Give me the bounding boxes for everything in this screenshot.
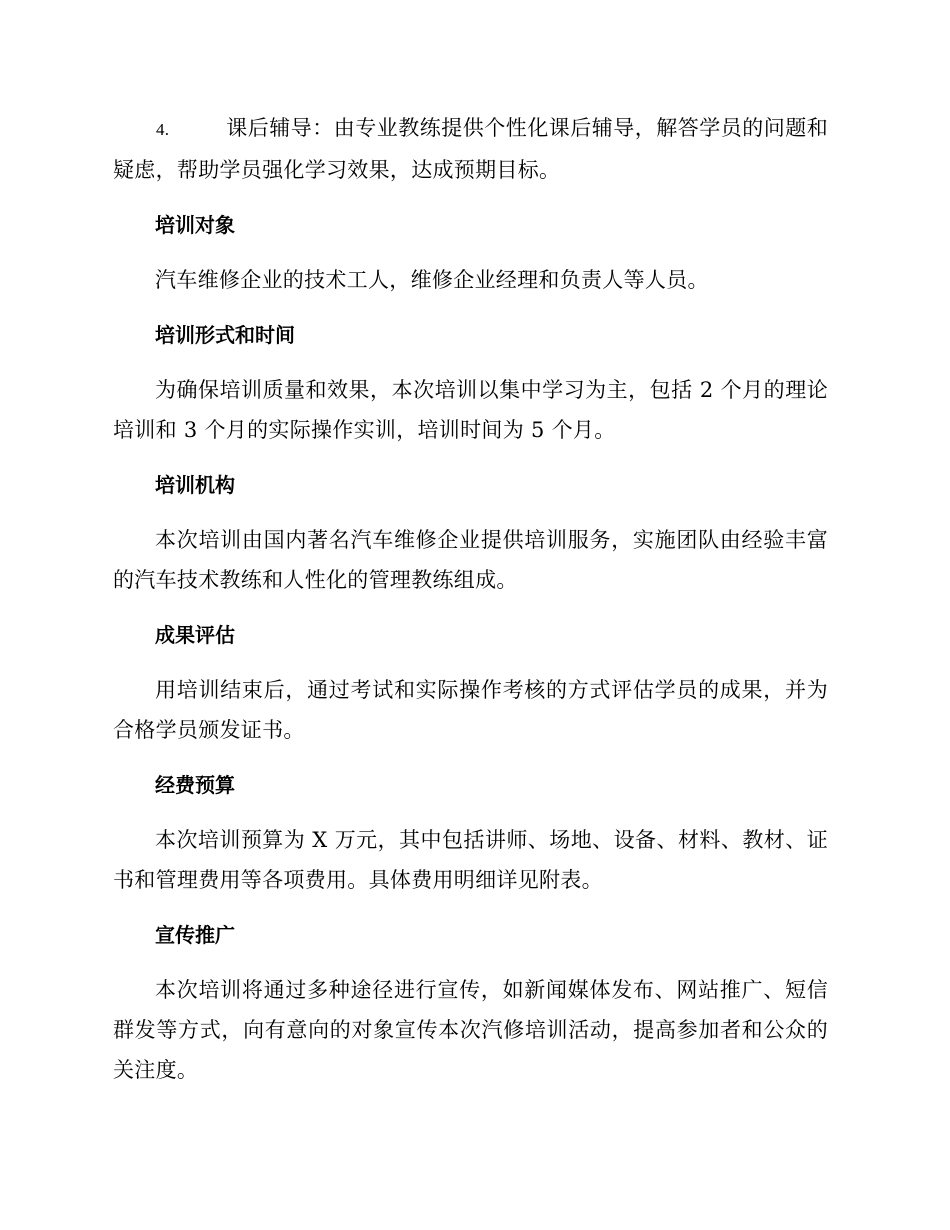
list-item-after-class-tutoring (113, 108, 828, 190)
section-body-institution: 本次培训由国内著名汽车维修企业提供培训服务，实施团队由经验丰富的汽车技术教练和人性化的管理教练组成。 (113, 528, 828, 592)
section-body-budget: 本次培训预算为 X 万元，其中包括讲师、场地、设备、材料、教材、证书和管理费用等各项费用。具体费用明细详见附表。 (113, 828, 828, 892)
section-body-evaluation: 用培训结束后，通过考试和实际操作考核的方式评估学员的成果，并为合格学员颁发证书。 (113, 678, 828, 742)
section-heading-budget: 经费预算 (155, 773, 235, 797)
list-item-number: 4. (156, 120, 170, 139)
section-body-promotion: 本次培训将通过多种途径进行宣传，如新闻媒体发布、网站推广、短信群发等方式，向有意向的对象宣传本次汽修培训活动，提高参加者和公众的关注度。 (113, 978, 828, 1082)
section-heading-target: 培训对象 (155, 213, 235, 237)
section-heading-institution: 培训机构 (155, 473, 235, 497)
section-body-format-time: 为确保培训质量和效果，本次培训以集中学习为主，包括 2 个月的理论培训和 3 个月的实际操作实训，培训时间为 5 个月。 (113, 378, 828, 442)
section-heading-format-time: 培训形式和时间 (155, 323, 295, 347)
list-item-text: 课后辅导：由专业教练提供个性化课后辅导，解答学员的问题和疑虑，帮助学员强化学习效果，达成预期目标。 (113, 116, 828, 182)
section-body-target: 汽车维修企业的技术工人，维修企业经理和负责人等人员。 (155, 268, 709, 292)
section-heading-evaluation: 成果评估 (155, 623, 235, 647)
section-heading-promotion: 宣传推广 (155, 923, 235, 947)
